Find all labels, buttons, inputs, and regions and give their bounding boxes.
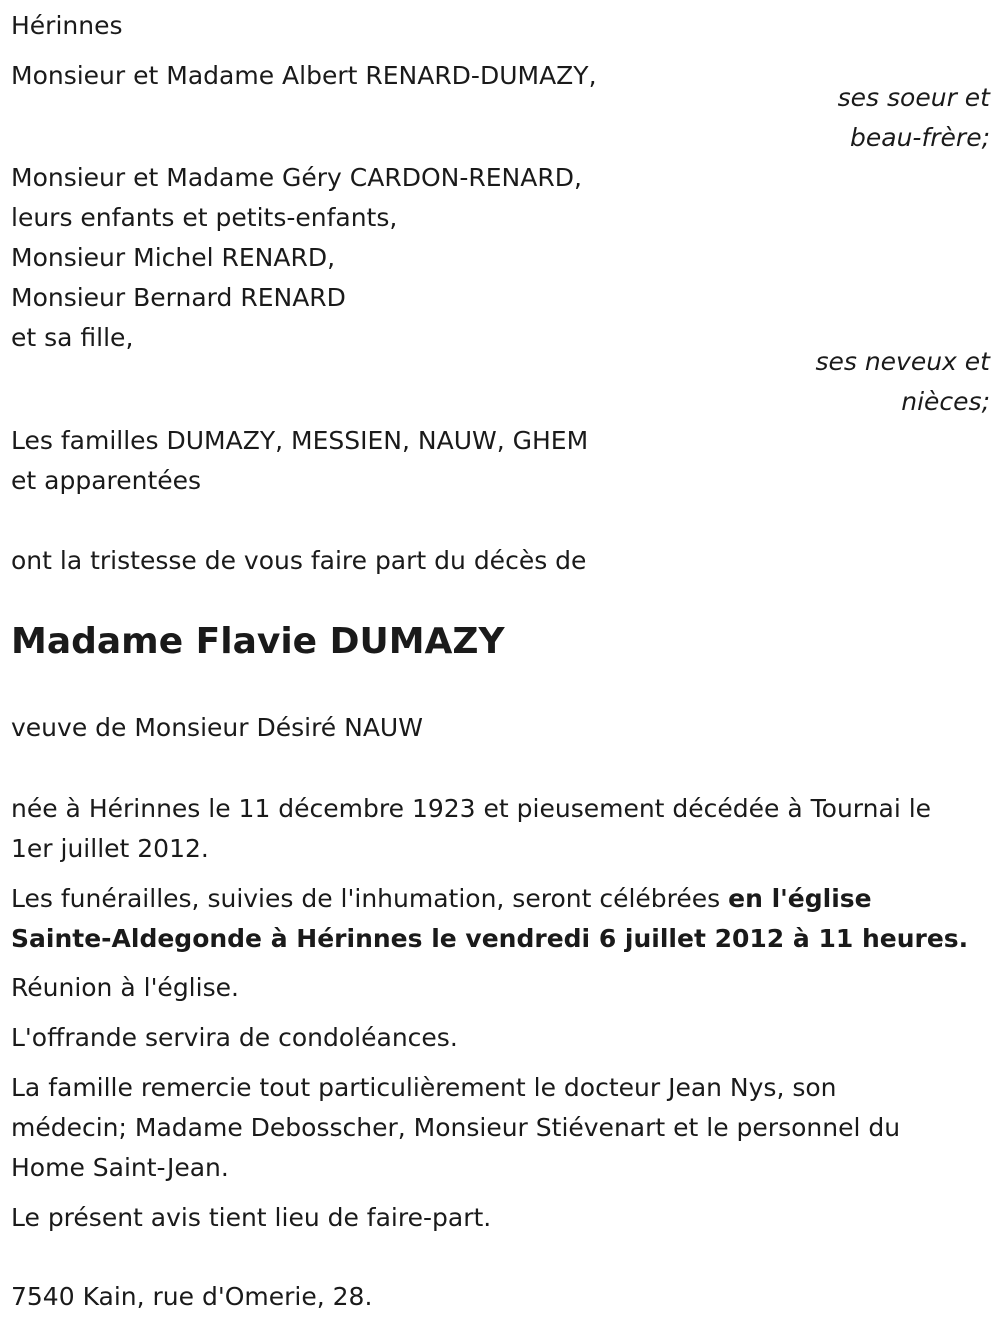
relation-sister: ses soeur et: [837, 83, 990, 112]
offering: L'offrande servira de condoléances.: [11, 1023, 458, 1052]
meeting: Réunion à l'église.: [11, 973, 239, 1002]
thanks-line-2: médecin; Madame Debosscher, Monsieur Stiévenart et le personnel du: [11, 1113, 901, 1142]
funeral-line-2: Sainte-Aldegonde à Hérinnes le vendredi 6 juillet 2012 à 11 heures.: [11, 924, 969, 953]
family-line-6: et sa fille,: [11, 323, 134, 352]
thanks-line-3: Home Saint-Jean.: [11, 1153, 229, 1182]
family-line-8: et apparentées: [11, 466, 202, 495]
funeral-church: en l'église: [728, 884, 872, 913]
thanks-line-1: La famille remercie tout particulièrement le docteur Jean Nys, son: [11, 1073, 837, 1102]
family-line-7: Les familles DUMAZY, MESSIEN, NAUW, GHEM: [11, 426, 589, 455]
family-line-1: Monsieur et Madame Albert RENARD-DUMAZY,: [11, 61, 597, 90]
announcement: ont la tristesse de vous faire part du décès de: [11, 546, 587, 575]
family-line-2: Monsieur et Madame Géry CARDON-RENARD,: [11, 163, 582, 192]
relation-nieces: nièces;: [901, 387, 990, 416]
family-line-4: Monsieur Michel RENARD,: [11, 243, 336, 272]
location: Hérinnes: [11, 11, 123, 40]
family-line-5: Monsieur Bernard RENARD: [11, 283, 346, 312]
address: 7540 Kain, rue d'Omerie, 28.: [11, 1282, 373, 1311]
birth-death-line-2: 1er juillet 2012.: [11, 834, 209, 863]
family-line-3: leurs enfants et petits-enfants,: [11, 203, 398, 232]
funeral-intro: Les funérailles, suivies de l'inhumation, seront célébrées: [11, 884, 729, 913]
relation-nephews: ses neveux et: [815, 347, 990, 376]
funeral-line-1: [11, 879, 872, 919]
widow-of: veuve de Monsieur Désiré NAUW: [11, 713, 423, 742]
birth-death-line-1: née à Hérinnes le 11 décembre 1923 et pieusement décédée à Tournai le: [11, 794, 932, 823]
relation-brother-in-law: beau-frère;: [850, 123, 990, 152]
notice: Le présent avis tient lieu de faire-part.: [11, 1203, 492, 1232]
deceased-name: Madame Flavie DUMAZY: [11, 621, 505, 662]
